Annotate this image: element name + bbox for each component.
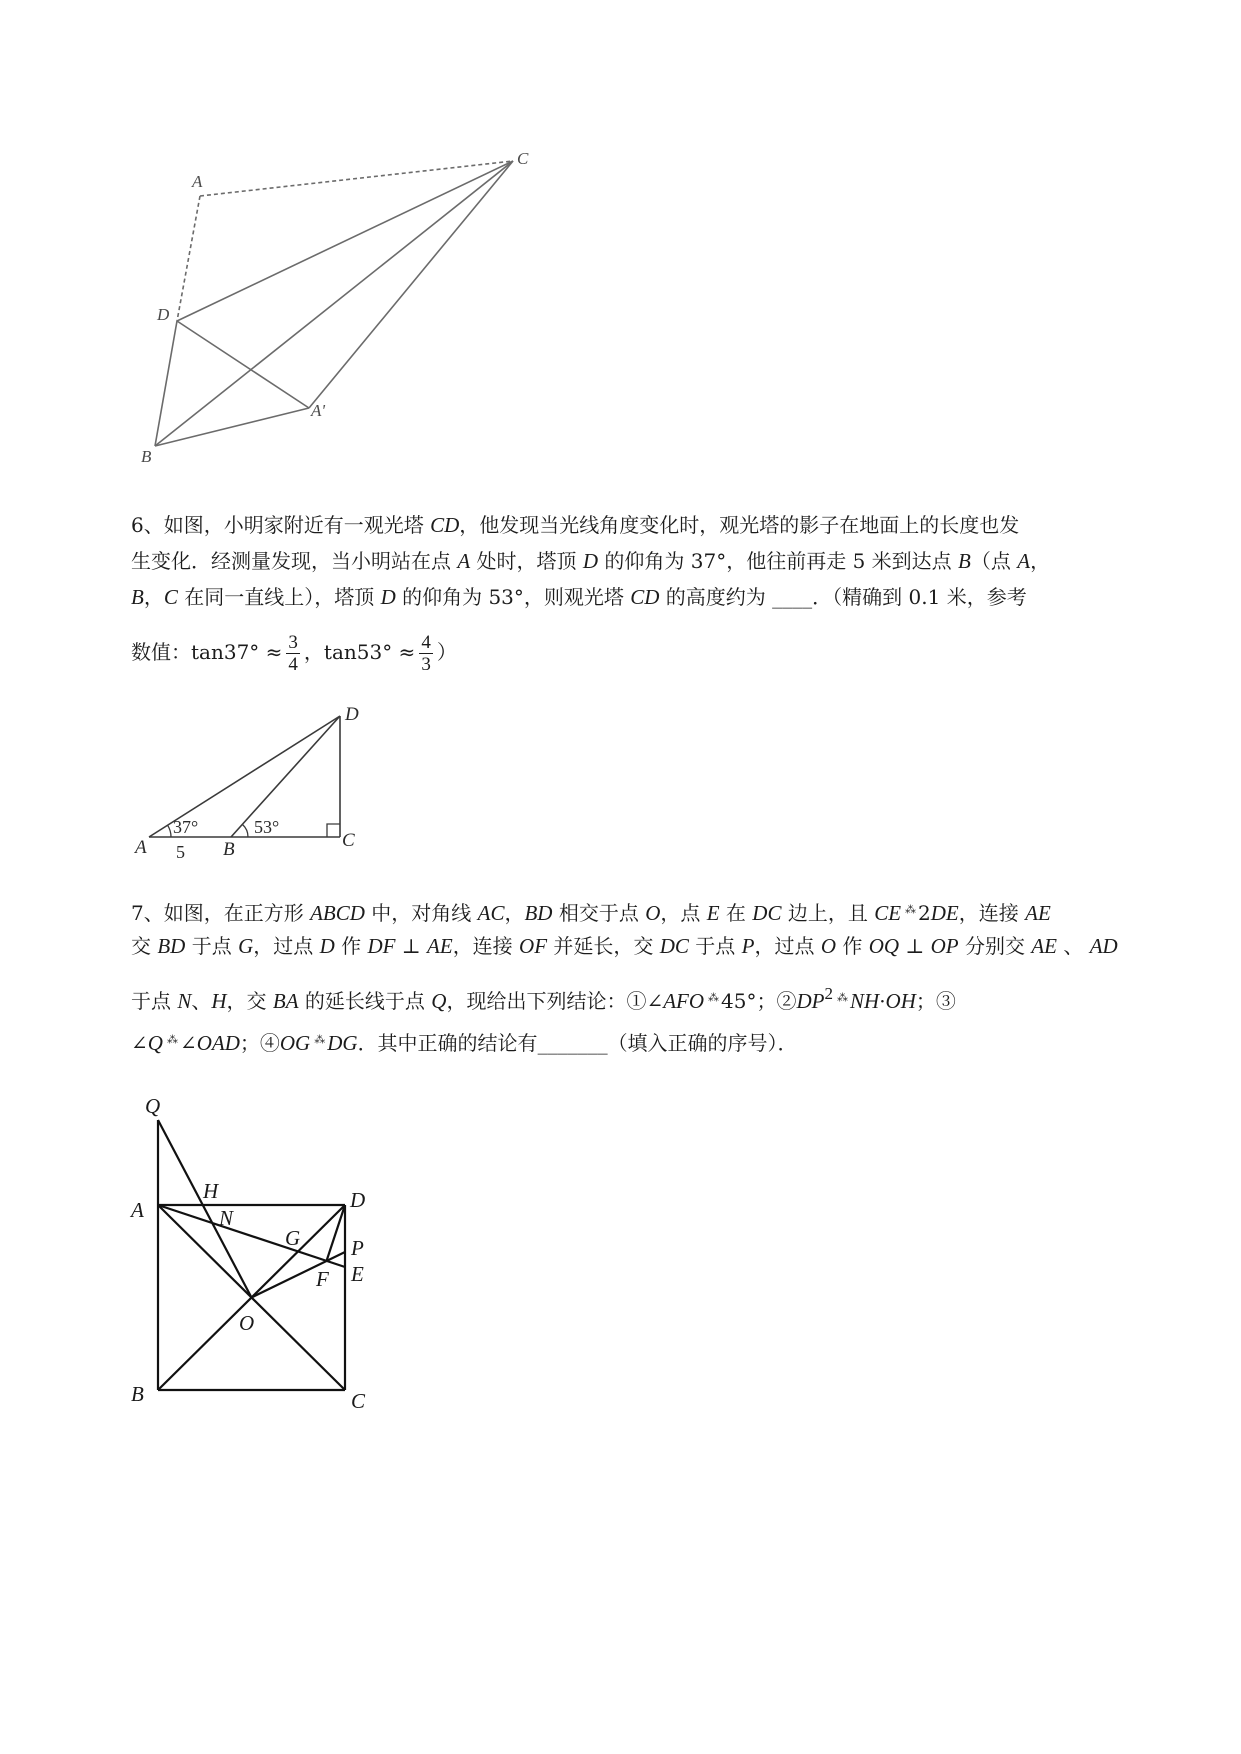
text-run: 在 xyxy=(719,901,753,925)
fraction-3-over-4 xyxy=(286,632,300,675)
math-var: AE xyxy=(427,934,453,958)
text-run: ，连接 xyxy=(452,934,520,958)
superscript-exponent: 2 xyxy=(824,984,833,1003)
math-var: Q xyxy=(147,1031,163,1055)
text-run: （点 xyxy=(970,549,1018,573)
math-var: CD xyxy=(630,585,660,609)
problem-6-line-4 xyxy=(131,632,457,675)
segment-AE xyxy=(158,1205,345,1267)
math-var: N xyxy=(177,989,192,1013)
text-run: ∠ xyxy=(179,1031,197,1055)
text-run: 的仰角为 53°，则观光塔 xyxy=(395,585,631,609)
answer-blank: ____ xyxy=(772,585,813,609)
segment-BC xyxy=(155,161,513,446)
text-run: 于点 xyxy=(131,989,178,1013)
text-run: ；③ xyxy=(915,989,956,1013)
point-label-C: C xyxy=(517,149,529,168)
text-run: 交 xyxy=(131,934,158,958)
text-run: 、 xyxy=(1057,934,1090,958)
segment-A-prime-C xyxy=(309,161,513,408)
point-label-C: C xyxy=(342,830,355,851)
text-run: ，过点 xyxy=(253,934,320,958)
point-label-A-prime: A' xyxy=(311,401,326,420)
problem-6-line-2 xyxy=(131,548,1050,574)
point-label-B: B xyxy=(141,447,152,466)
text-run: 处时，塔顶 xyxy=(470,549,583,573)
text-run: 分别交 xyxy=(958,934,1032,958)
text-run: ⊥ xyxy=(899,934,931,958)
text-run: · xyxy=(879,989,886,1013)
text-run: ，tan53° ≈ xyxy=(303,640,416,664)
text-run: ） xyxy=(436,640,457,664)
garbled-equals-glyph: ⁂ xyxy=(708,991,720,1004)
figure-3-square xyxy=(158,1120,345,1390)
point-label-F: F xyxy=(316,1267,329,1291)
fraction-denominator: 4 xyxy=(288,654,298,675)
point-label-B: B xyxy=(131,1382,144,1406)
math-var: H xyxy=(211,989,227,1013)
math-var: ABCD xyxy=(310,901,365,925)
text-run: 于点 xyxy=(688,934,742,958)
fraction-numerator: 4 xyxy=(421,632,431,653)
text-run: 生变化．经测量发现，当小明站在点 xyxy=(131,549,458,573)
math-var: G xyxy=(238,934,254,958)
math-var: OP xyxy=(930,934,959,958)
text-run: 2 xyxy=(918,901,931,925)
point-label-D: D xyxy=(345,704,359,725)
text-run: ；④ xyxy=(239,1031,280,1055)
text-run: ， xyxy=(1030,549,1051,573)
segment-DC xyxy=(177,161,513,321)
text-run: ，过点 xyxy=(754,934,821,958)
right-angle-mark xyxy=(327,824,340,837)
text-run: ．其中正确的结论有 xyxy=(357,1031,538,1055)
text-run: 于点 xyxy=(185,934,239,958)
problem-7-line-4 xyxy=(131,1027,798,1056)
point-label-P: P xyxy=(351,1236,364,1260)
garbled-equals-glyph: ⁂ xyxy=(837,991,848,1004)
math-var: DF xyxy=(367,934,396,958)
math-var: CD xyxy=(430,513,460,537)
figure-2-labels xyxy=(133,704,359,862)
text-run: 数值：tan37° ≈ xyxy=(131,640,283,664)
math-var: OG xyxy=(279,1031,311,1055)
segment-AC-dashed xyxy=(200,161,513,196)
point-label-A: A xyxy=(192,172,203,191)
text-run: ⊥ xyxy=(395,934,428,958)
math-var: OQ xyxy=(868,934,900,958)
point-label-E: E xyxy=(351,1262,364,1286)
problem-7-line-2 xyxy=(131,933,1118,959)
math-var: DG xyxy=(327,1031,358,1055)
text-run: ， xyxy=(143,585,164,609)
text-run: ，点 xyxy=(660,901,707,925)
math-var: DC xyxy=(752,901,782,925)
math-var: C xyxy=(163,585,178,609)
segment-BD xyxy=(231,716,340,837)
math-var: A xyxy=(457,549,471,573)
text-run: ，现给出下列结论：①∠ xyxy=(446,989,664,1013)
text-run: 45°；② xyxy=(721,989,797,1013)
fraction-4-over-3 xyxy=(419,632,433,675)
garbled-equals-glyph: ⁂ xyxy=(314,1033,326,1046)
text-run: 中，对角线 xyxy=(364,901,478,925)
text-run: ，交 xyxy=(226,989,273,1013)
text-run: 、 xyxy=(191,989,212,1013)
text-run: ， xyxy=(504,901,525,925)
math-var: O xyxy=(645,901,661,925)
math-var: DP xyxy=(796,989,825,1013)
math-var: BD xyxy=(524,901,553,925)
text-run: 的延长线于点 xyxy=(298,989,432,1013)
text-run: ∠ xyxy=(131,1031,148,1055)
point-label-C: C xyxy=(351,1389,366,1413)
math-var: D xyxy=(380,585,396,609)
math-var: AD xyxy=(1089,934,1118,958)
angle-label-B: 53° xyxy=(254,817,280,837)
text-run: 作 xyxy=(836,934,869,958)
problem-7-line-1 xyxy=(131,897,1051,926)
text-run: 作 xyxy=(334,934,368,958)
text-run: 相交于点 xyxy=(552,901,646,925)
math-var: O xyxy=(820,934,837,958)
figure-3-labels xyxy=(129,1094,366,1413)
text-run: 边上，且 xyxy=(781,901,875,925)
problem-6-line-3 xyxy=(131,584,1027,610)
math-var: AE xyxy=(1025,901,1051,925)
math-var: BA xyxy=(272,989,299,1013)
math-var: B xyxy=(958,549,971,573)
text-run: 的高度约为 xyxy=(659,585,773,609)
figure-1-folded-quadrilateral xyxy=(155,161,513,446)
point-label-D: D xyxy=(157,305,170,324)
segment-DB xyxy=(155,321,177,446)
text-run: 并延长，交 xyxy=(547,934,660,958)
segment-AD-dashed xyxy=(177,196,200,321)
text-run: 在同一直线上），塔顶 xyxy=(177,585,381,609)
math-var: E xyxy=(706,901,720,925)
math-var: AE xyxy=(1031,934,1057,958)
problem-7-line-3 xyxy=(131,981,956,1014)
math-var: Q xyxy=(431,989,447,1013)
math-var: AC xyxy=(477,901,505,925)
point-label-O: O xyxy=(239,1311,255,1335)
point-label-Q: Q xyxy=(145,1094,161,1118)
math-var: OH xyxy=(885,989,916,1013)
garbled-equals-glyph: ⁂ xyxy=(905,903,917,916)
angle-label-A: 37° xyxy=(173,817,199,837)
point-label-A: A xyxy=(131,1198,144,1222)
math-var: OAD xyxy=(196,1031,240,1055)
math-var: D xyxy=(582,549,599,573)
math-var: BD xyxy=(157,934,186,958)
angle-arc-B xyxy=(242,824,248,837)
segment-OP xyxy=(252,1252,346,1298)
length-label-AB: 5 xyxy=(176,842,185,862)
math-var: CE xyxy=(874,901,902,925)
point-label-B: B xyxy=(223,839,235,860)
math-var: A xyxy=(1017,549,1031,573)
text-run: （填入正确的序号）． xyxy=(607,1031,798,1055)
math-var: NH xyxy=(850,989,880,1013)
problem-6-line-1 xyxy=(131,512,1019,538)
text-run: 6、如图，小明家附近有一观光塔 xyxy=(131,513,431,537)
answer-blank: _______ xyxy=(537,1031,608,1055)
garbled-equals-glyph: ⁂ xyxy=(166,1033,178,1046)
math-var: DC xyxy=(659,934,689,958)
math-var: DE xyxy=(930,901,959,925)
segment-DA-prime xyxy=(177,321,309,408)
point-label-H: H xyxy=(203,1179,219,1203)
fraction-numerator: 3 xyxy=(288,632,298,653)
text-run: ，他发现当光线角度变化时，观光塔的影子在地面上的长度也发 xyxy=(459,513,1020,537)
math-var: OF xyxy=(519,934,548,958)
text-run: 7、如图，在正方形 xyxy=(131,901,311,925)
point-label-G: G xyxy=(285,1226,301,1250)
point-label-N: N xyxy=(219,1206,234,1230)
point-label-D: D xyxy=(350,1188,366,1212)
text-run: 的仰角为 37°，他往前再走 5 米到达点 xyxy=(598,549,959,573)
math-var: AFO xyxy=(663,989,705,1013)
math-var: P xyxy=(741,934,755,958)
text-run: ，连接 xyxy=(958,901,1026,925)
text-run: ．（精确到 0.1 米，参考 xyxy=(812,585,1027,609)
math-var: B xyxy=(131,585,144,609)
angle-arc-A xyxy=(168,825,171,837)
point-label-A: A xyxy=(135,837,147,858)
math-var: D xyxy=(319,934,335,958)
fraction-denominator: 3 xyxy=(421,654,431,675)
